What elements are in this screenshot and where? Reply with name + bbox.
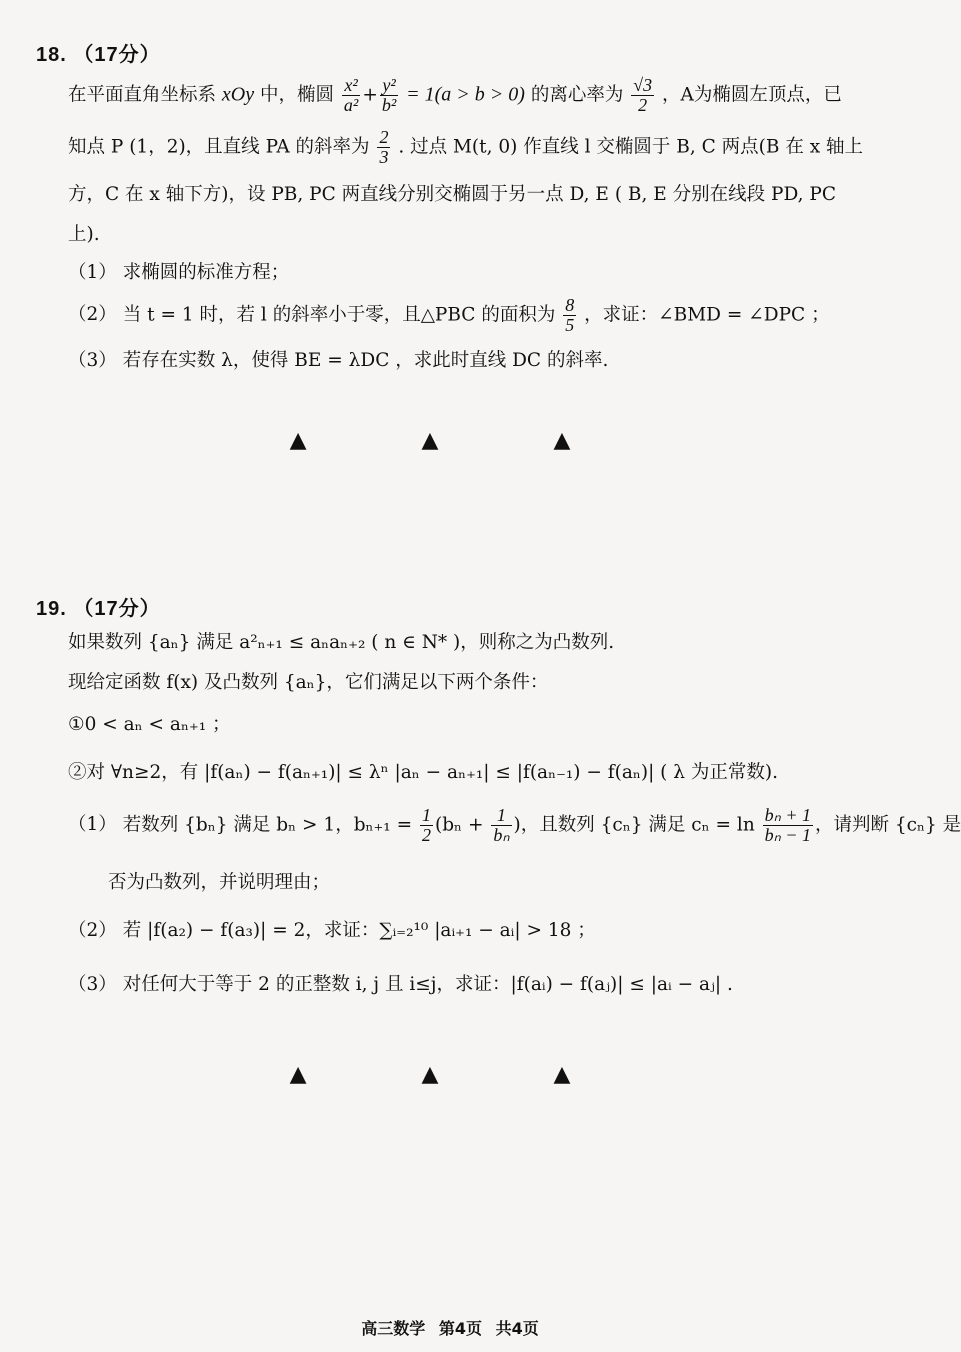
fraction-x2-a2: $\frac{\text{x²}}{\text{a²}}$ bbox=[343, 75, 359, 115]
q18-line-1: 在平面直角坐标系 xOy 中，椭圆 $\frac{\text{x²}}{\text{a²}}$ + $\frac{\text{y²}}{\text{b²}}$ = 1(a > b > 0) 的离心率为 $\frac{√3}{2}$ ，A为椭圆左顶点，已 bbox=[68, 75, 842, 115]
text: 若存在实数 λ，使得 BE = λDC ，求此时直线 DC 的斜率. bbox=[122, 350, 609, 371]
q19-line-2: 现给定函数 f(x) 及凸数列 {aₙ}，它们满足以下两个条件： bbox=[68, 672, 549, 693]
fraction-eccentricity: $\frac{√3}{2}$ bbox=[633, 75, 653, 115]
text: ，请判断 {cₙ} 是 bbox=[814, 814, 961, 836]
text: 知点 P (1，2)，且直线 PA 的斜率为 bbox=[68, 136, 370, 158]
fraction-y2-b2: $\frac{\text{y²}}{\text{b²}}$ bbox=[381, 75, 397, 115]
text: )，且数列 {cₙ} 满足 cₙ = ln bbox=[513, 814, 755, 836]
part-label: （2） bbox=[68, 920, 117, 941]
text: 若数列 {bₙ} 满足 bₙ > 1，bₙ₊₁ = bbox=[122, 814, 413, 836]
q18-number: 18. bbox=[36, 44, 67, 66]
text: 求椭圆的标准方程； bbox=[122, 262, 290, 283]
part-label: （3） bbox=[68, 974, 117, 995]
page-footer bbox=[0, 1316, 900, 1339]
q19-part-1-cont: 否为凸数列，并说明理由； bbox=[108, 872, 331, 893]
fraction-half: $\frac{1}{2}$ bbox=[422, 805, 431, 845]
q19-number: 19. bbox=[36, 598, 67, 620]
fraction-ln-argument: $\frac{\text{bₙ + 1}}{\text{bₙ − 1}}$ bbox=[764, 805, 811, 845]
text: 对任何大于等于 2 的正整数 i, j 且 i≤j，求证：|f(aᵢ) − f(aⱼ)| ≤ |aᵢ − aⱼ| . bbox=[122, 974, 733, 995]
text: ，求证：∠BMD = ∠DPC ； bbox=[584, 304, 830, 326]
footer-total: 共4页 bbox=[495, 1319, 539, 1338]
triangle-icon: ▲ bbox=[421, 1062, 479, 1087]
q18-line-4: 上). bbox=[68, 224, 100, 245]
text: 当 t = 1 时，若 l 的斜率小于零，且△PBC 的面积为 bbox=[122, 304, 556, 326]
text: ，A为椭圆左顶点，已 bbox=[662, 84, 842, 106]
text: 若 |f(a₂) − f(a₃)| = 2，求证：∑ᵢ₌₂¹⁰ |aᵢ₊₁ − aᵢ| > 18 ； bbox=[122, 920, 596, 941]
triangle-icon: ▲ bbox=[289, 428, 347, 453]
q19-part-2 bbox=[68, 920, 870, 942]
triangle-icon: ▲ bbox=[421, 428, 479, 453]
q18-line-3: 方，C 在 x 轴下方)，设 PB, PC 两直线分别交椭圆于另一点 D, E ( B, E 分别在线段 PD, PC bbox=[68, 184, 837, 205]
part-label: （2） bbox=[68, 304, 117, 326]
q18-points: （17分） bbox=[73, 44, 161, 66]
q18-part-1 bbox=[68, 262, 870, 284]
q19-line-1: 如果数列 {aₙ} 满足 a²ₙ₊₁ ≤ aₙaₙ₊₂ ( n ∈ N* )，则称之为凸数列. bbox=[68, 632, 615, 653]
q19-header bbox=[36, 592, 161, 621]
text: . 过点 M(t, 0) 作直线 l 交椭圆于 B, C 两点(B 在 x 轴上 bbox=[398, 136, 864, 158]
text: 中，椭圆 bbox=[260, 84, 335, 106]
q19-points: （17分） bbox=[73, 598, 161, 620]
q19-condition-2: ②对 ∀n≥2，有 |f(aₙ) − f(aₙ₊₁)| ≤ λⁿ |aₙ − aₙ₊₁| ≤ |f(aₙ₋₁) − f(aₙ)| ( λ 为正常数). bbox=[68, 762, 778, 783]
fraction-area: $\frac{8}{5}$ bbox=[565, 295, 575, 335]
q18-part-2 bbox=[68, 296, 870, 335]
fraction-slope: $\frac{2}{3}$ bbox=[379, 127, 389, 167]
separator-triangles-2 bbox=[0, 1062, 900, 1087]
fraction-inverse-b: $\frac{1}{\text{bₙ}}$ bbox=[493, 805, 510, 845]
q18-part-3 bbox=[68, 350, 870, 372]
part-label: （3） bbox=[68, 350, 117, 371]
q18-header bbox=[36, 38, 161, 67]
triangle-icon: ▲ bbox=[553, 1062, 611, 1087]
footer-subject: 高三数学 bbox=[361, 1319, 426, 1338]
text: xOy bbox=[221, 83, 255, 106]
q19-part-1 bbox=[68, 805, 961, 845]
text: 在平面直角坐标系 bbox=[68, 84, 217, 106]
footer-page: 第4页 bbox=[438, 1319, 482, 1338]
q19-part-3 bbox=[68, 974, 870, 996]
text: 的离心率为 bbox=[530, 84, 624, 106]
separator-triangles-1 bbox=[0, 428, 900, 453]
part-label: （1） bbox=[68, 814, 117, 836]
text: = 1(a > b > 0) bbox=[406, 83, 525, 106]
triangle-icon: ▲ bbox=[289, 1062, 347, 1087]
q18-line-2 bbox=[68, 128, 870, 167]
part-label: （1） bbox=[68, 262, 117, 283]
q19-condition-1: ①0 < aₙ < aₙ₊₁ ； bbox=[68, 714, 231, 735]
text: (bₙ + bbox=[435, 814, 484, 836]
triangle-icon: ▲ bbox=[553, 428, 611, 453]
